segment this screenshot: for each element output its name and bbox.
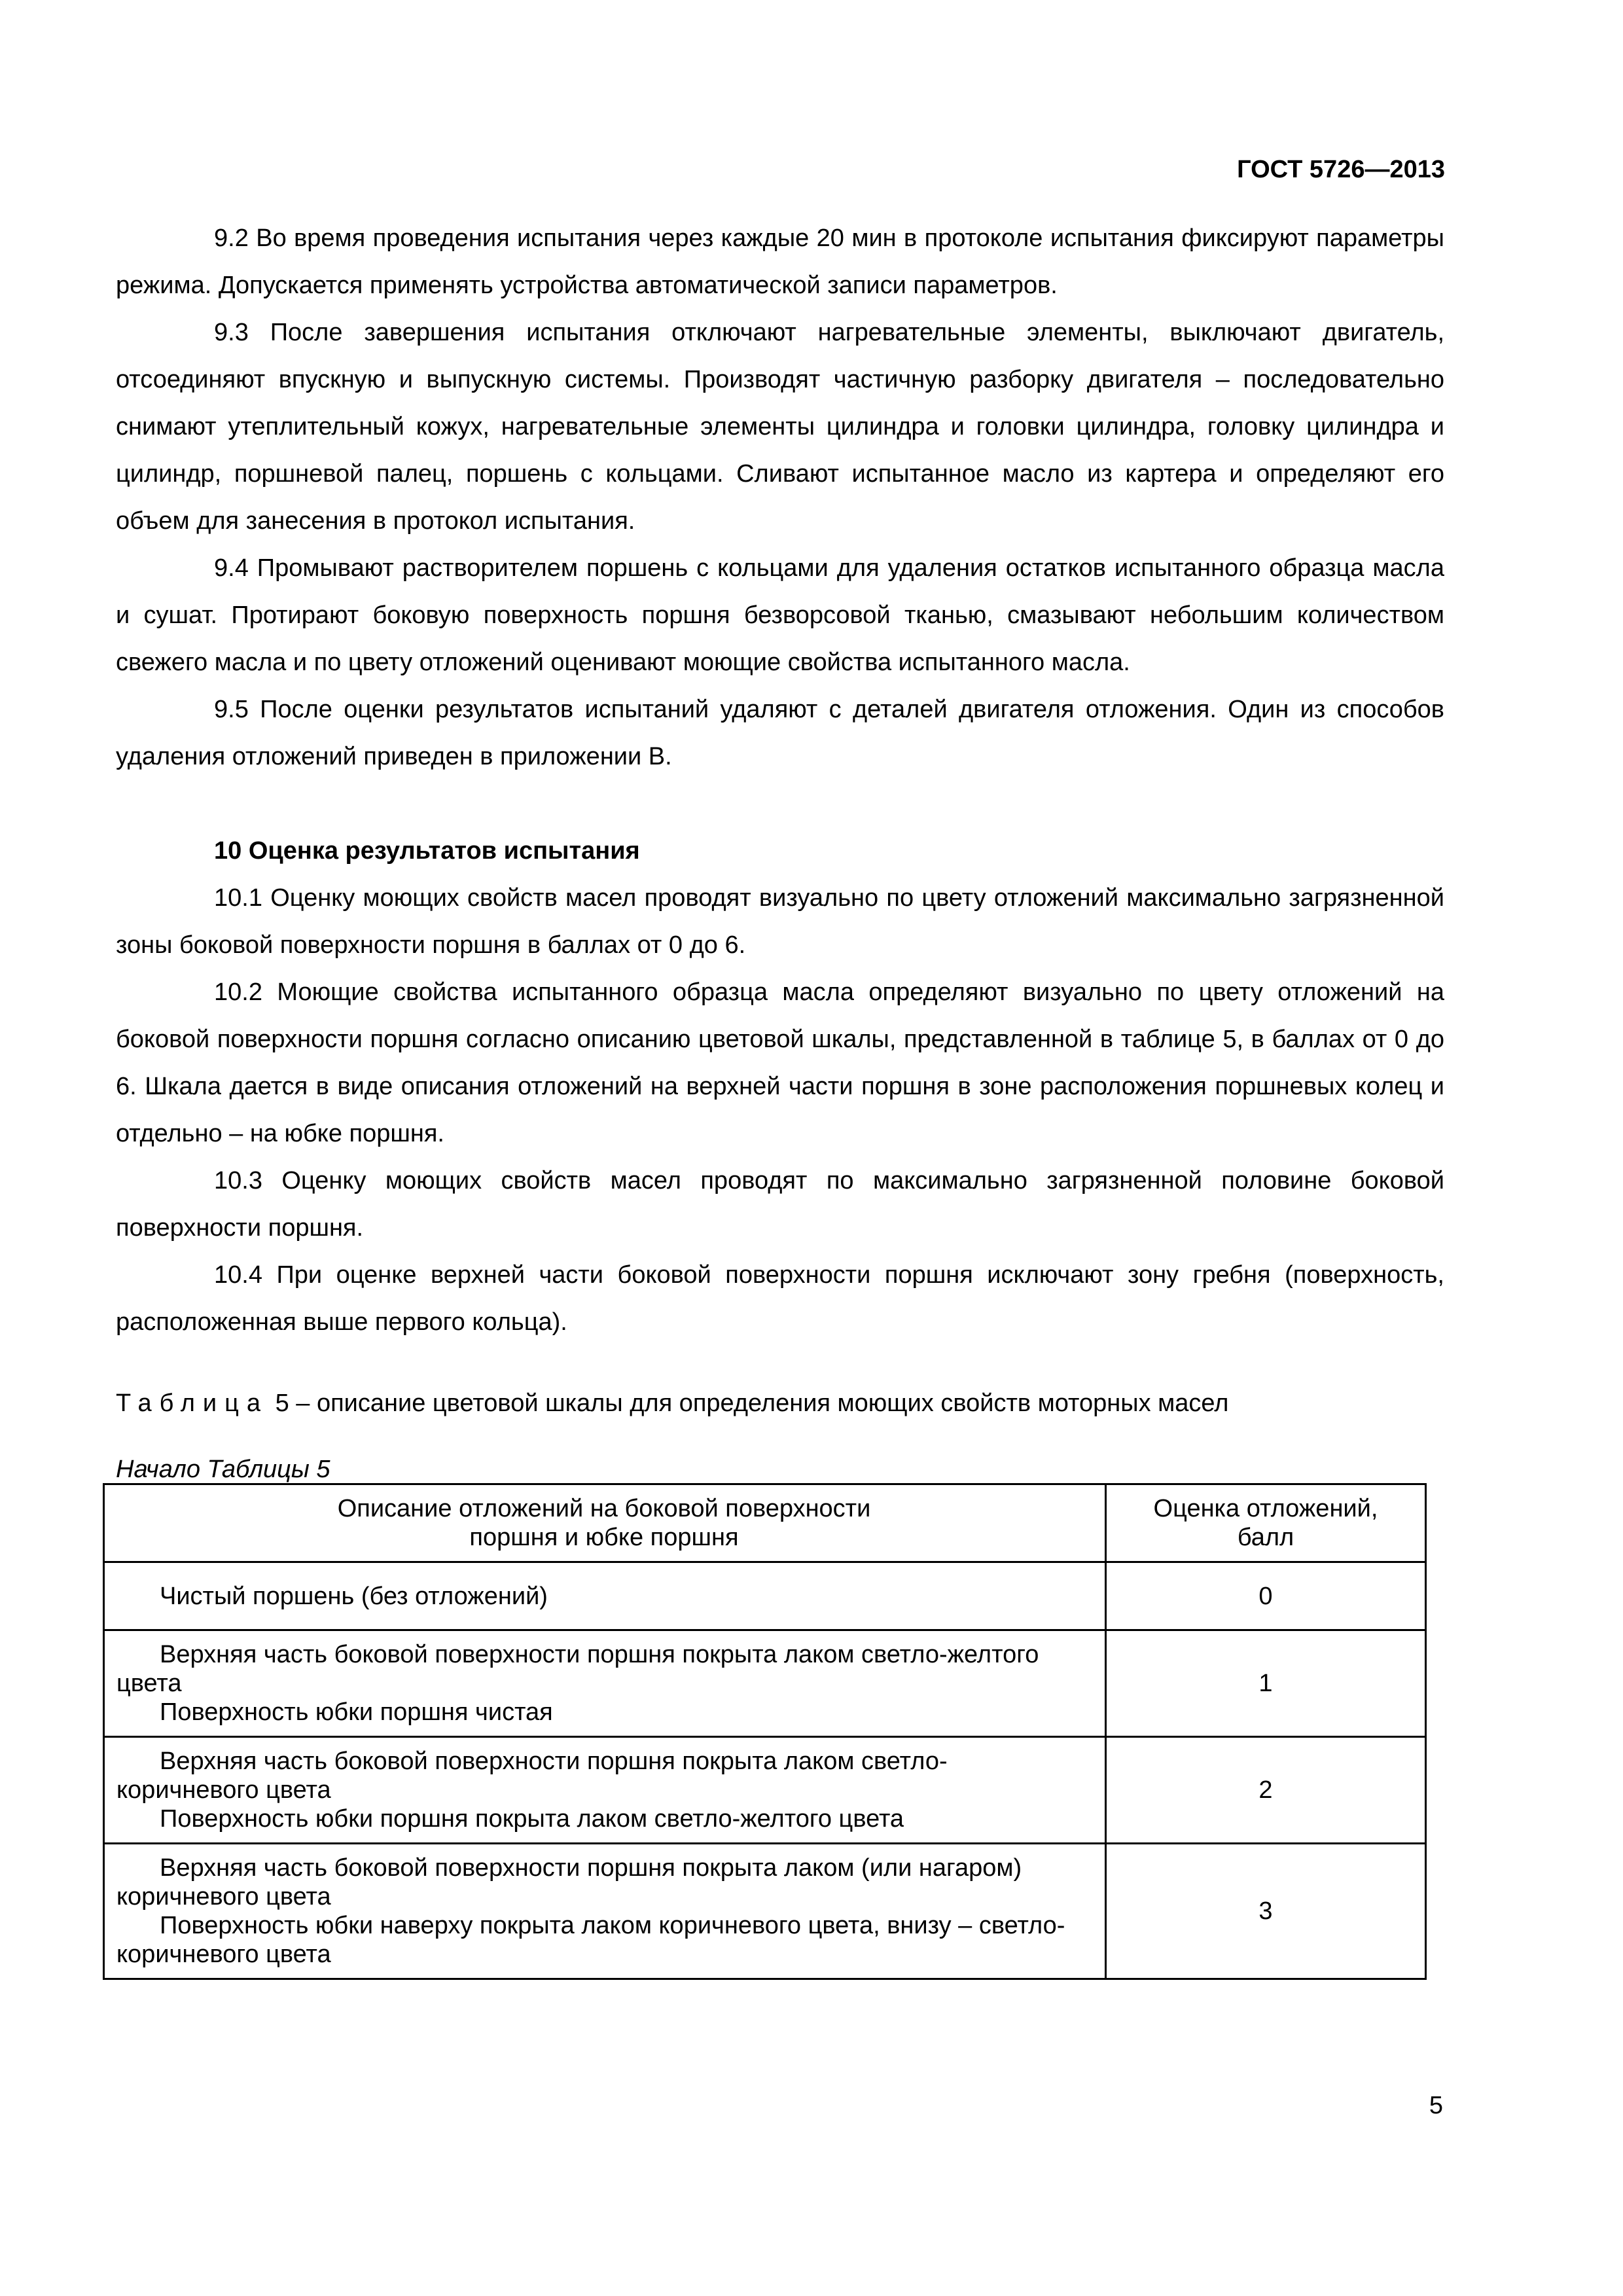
header-score-line2: балл — [1237, 1524, 1294, 1551]
color-scale-table — [103, 1483, 1427, 1980]
paragraph-10-2: 10.2 Моющие свойства испытанного образца масла определяют визуально по цвету отложений на боковой поверхности поршня согласно описанию цветовой шкалы, представленной в таблице 5, в баллах от 0 до 6. Шкала дается в виде описания отложений на верхней части поршня в зоне расположения поршневых колец и отдельно – на юбке поршня. — [116, 978, 1444, 1147]
table-caption — [116, 1384, 1444, 1423]
document-header: ГОСТ 5726—2013 — [1237, 156, 1445, 183]
table-caption-word: Таблица — [116, 1390, 268, 1417]
paragraph-10-3: 10.3 Оценку моющих свойств масел проводят по максимально загрязненной половине боковой поверхности поршня. — [116, 1167, 1444, 1242]
row-score: 0 — [1106, 1562, 1426, 1630]
paragraph-9-3: 9.3 После завершения испытания отключают нагревательные элементы, выключают двигатель, отсоединяют впускную и выпускную системы. Производят частичную разборку двигателя – последовательно снимают утеплительный кожух, нагревательные элементы цилиндра и головки цилиндра, головку цилиндра и цилиндр, поршневой палец, поршень с кольцами. Сливают испытанное масло из картера и определяют его объем для занесения в протокол испытания. — [116, 319, 1444, 535]
header-description-line1: Описание отложений на боковой поверхности — [337, 1495, 871, 1522]
row-description — [104, 1737, 1106, 1844]
row-score: 1 — [1106, 1630, 1426, 1737]
header-score — [1106, 1484, 1426, 1562]
row-upper-text: Чистый поршень (без отложений) — [160, 1582, 548, 1610]
row-upper-text: Верхняя часть боковой поверхности поршня покрыта лаком (или нагаром) коричневого цвета — [116, 1854, 1022, 1910]
table-header-row — [104, 1484, 1426, 1562]
header-description — [104, 1484, 1106, 1562]
table-row — [104, 1562, 1426, 1630]
table-row — [104, 1844, 1426, 1979]
paragraph-9-5: 9.5 После оценки результатов испытаний удаляют с деталей двигателя отложения. Один из способов удаления отложений приведен в приложении В. — [116, 696, 1444, 770]
row-score: 3 — [1106, 1844, 1426, 1979]
row-score: 2 — [1106, 1737, 1426, 1844]
row-description — [104, 1844, 1106, 1979]
paragraph-9-4: 9.4 Промывают растворителем поршень с кольцами для удаления остатков испытанного образца масла и сушат. Протирают боковую поверхность поршня безворсовой тканью, смазывают небольшим количеством свежего масла и по цвету отложений оценивают моющие свойства испытанного масла. — [116, 554, 1444, 676]
paragraph-10-4: 10.4 При оценке верхней части боковой поверхности поршня исключают зону гребня (поверхность, расположенная выше первого кольца). — [116, 1261, 1444, 1336]
page-number: 5 — [1429, 2092, 1443, 2119]
row-upper-text: Верхняя часть боковой поверхности поршня покрыта лаком светло-коричневого цвета — [116, 1748, 948, 1804]
section-10-title: 10 Оценка результатов испытания — [214, 837, 640, 865]
page-content — [116, 215, 1444, 1980]
table-row — [104, 1737, 1426, 1844]
row-skirt-text: Поверхность юбки поршня чистая — [160, 1698, 553, 1726]
table-row — [104, 1630, 1426, 1737]
table-start-note: Начало Таблицы 5 — [116, 1456, 330, 1483]
row-skirt-text: Поверхность юбки наверху покрыта лаком коричневого цвета, внизу – светло-коричневого цвета — [116, 1912, 1065, 1968]
header-score-line1: Оценка отложений, — [1153, 1495, 1378, 1522]
row-description — [104, 1562, 1106, 1630]
table-caption-text: 5 – описание цветовой шкалы для определения моющих свойств моторных масел — [275, 1390, 1229, 1417]
row-description — [104, 1630, 1106, 1737]
paragraph-10-1: 10.1 Оценку моющих свойств масел проводят визуально по цвету отложений максимально загрязненной зоны боковой поверхности поршня в баллах от 0 до 6. — [116, 884, 1444, 959]
row-upper-text: Верхняя часть боковой поверхности поршня покрыта лаком светло-желтого цвета — [116, 1641, 1039, 1697]
row-skirt-text: Поверхность юбки поршня покрыта лаком светло-желтого цвета — [160, 1805, 904, 1833]
header-description-line2: поршня и юбке поршня — [469, 1524, 739, 1551]
paragraph-9-2: 9.2 Во время проведения испытания через каждые 20 мин в протоколе испытания фиксируют параметры режима. Допускается применять устройства автоматической записи параметров. — [116, 224, 1444, 299]
